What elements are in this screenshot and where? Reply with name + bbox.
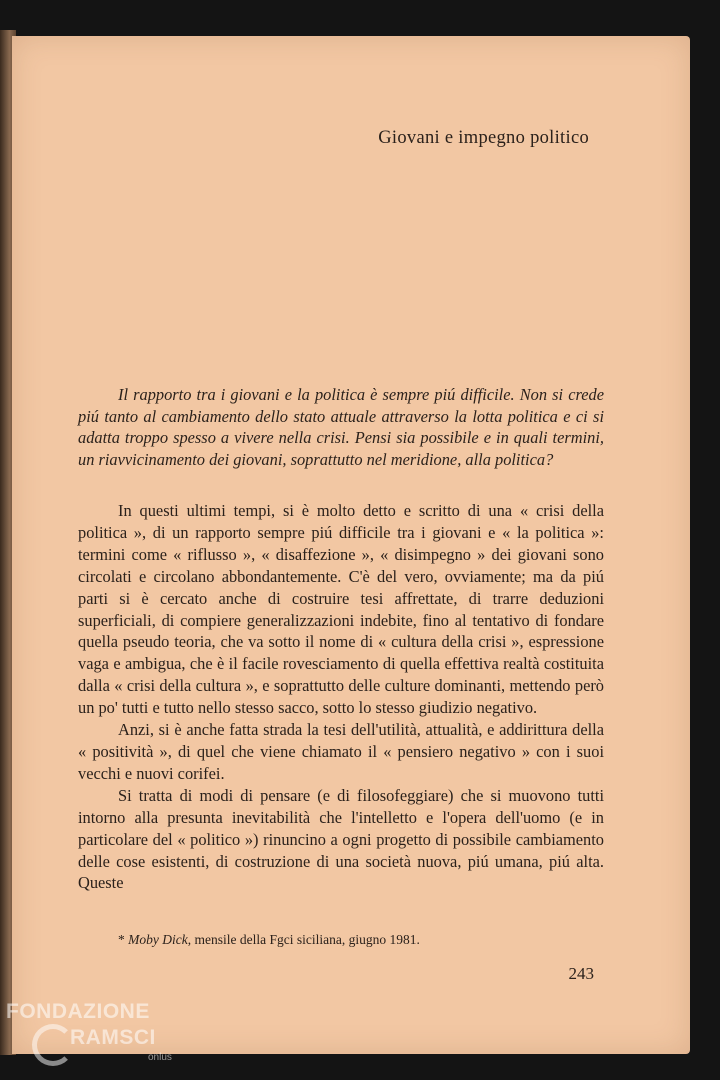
- watermark-line3: onlus: [148, 1052, 172, 1063]
- footnote-text: , mensile della Fgci siciliana, giugno 1981.: [187, 932, 420, 947]
- body-text: [78, 500, 604, 894]
- paragraph-1: In questi ultimi tempi, si è molto detto e scritto di una « crisi della politica », di un rapporto sempre piú difficile tra i giovani e « la politica »: termini come « riflusso », « disaffezione », « disimpegno » dei giovani sono circolati e circolano abbondantemente. C'è del vero, ovviamente; ma da piú parti si è cercato anche di costruire tesi affrettate, di trarre deduzioni superficiali, di compiere generalizzazioni indebite, fino al tentativo di fondare quella pseudo teoria, che va sotto il nome di « cultura della crisi », espressione vaga e ambigua, che è il facile rovesciamento di quella effettiva realtà costituita dalla « crisi della cultura », e soprattutto delle culture dominanti, mettendo però un po' tutti e tutto nello stesso sacco, sotto lo stesso giudizio negativo.: [78, 501, 604, 718]
- paragraph-3: Si tratta di modi di pensare (e di filosofeggiare) che si muovono tutti intorno alla presunta inevitabilità che l'intelletto e l'opera dell'uomo (e in particolare del « politico ») rinuncino a ogni progetto di possibile cambiamento delle cose esistenti, di costruzione di una società nuova, piú umana, piú alta. Queste: [78, 785, 604, 893]
- watermark-line2: RAMSCI: [70, 1026, 156, 1049]
- book-page: [12, 36, 690, 1054]
- paragraph-2: Anzi, si è anche fatta strada la tesi dell'utilità, attualità, e addirittura della « positività », di quel che viene chiamato il « pensiero negativo » con i suoi vecchi e nuovi corifei.: [78, 720, 604, 783]
- footnote-marker: *: [118, 932, 129, 947]
- page-number: 243: [568, 964, 594, 983]
- footnote: [118, 932, 420, 948]
- watermark-line1: FONDAZIONE: [6, 1000, 150, 1023]
- watermark-g-icon: [32, 1024, 74, 1066]
- footnote-title: Moby Dick: [128, 932, 188, 947]
- watermark-logo: [2, 1000, 192, 1074]
- interview-question: Il rapporto tra i giovani e la politica è sempre piú difficile. Non si crede piú tanto al cambiamento dello stato attuale attraverso la lotta politica e ci si adatta troppo spesso a vivere nella crisi. Pensi sia possibile e in quali termini, un riavvicinamento dei giovani, soprattutto nel meridione, alla politica?: [78, 385, 604, 469]
- running-title: Giovani e impegno politico: [378, 128, 589, 148]
